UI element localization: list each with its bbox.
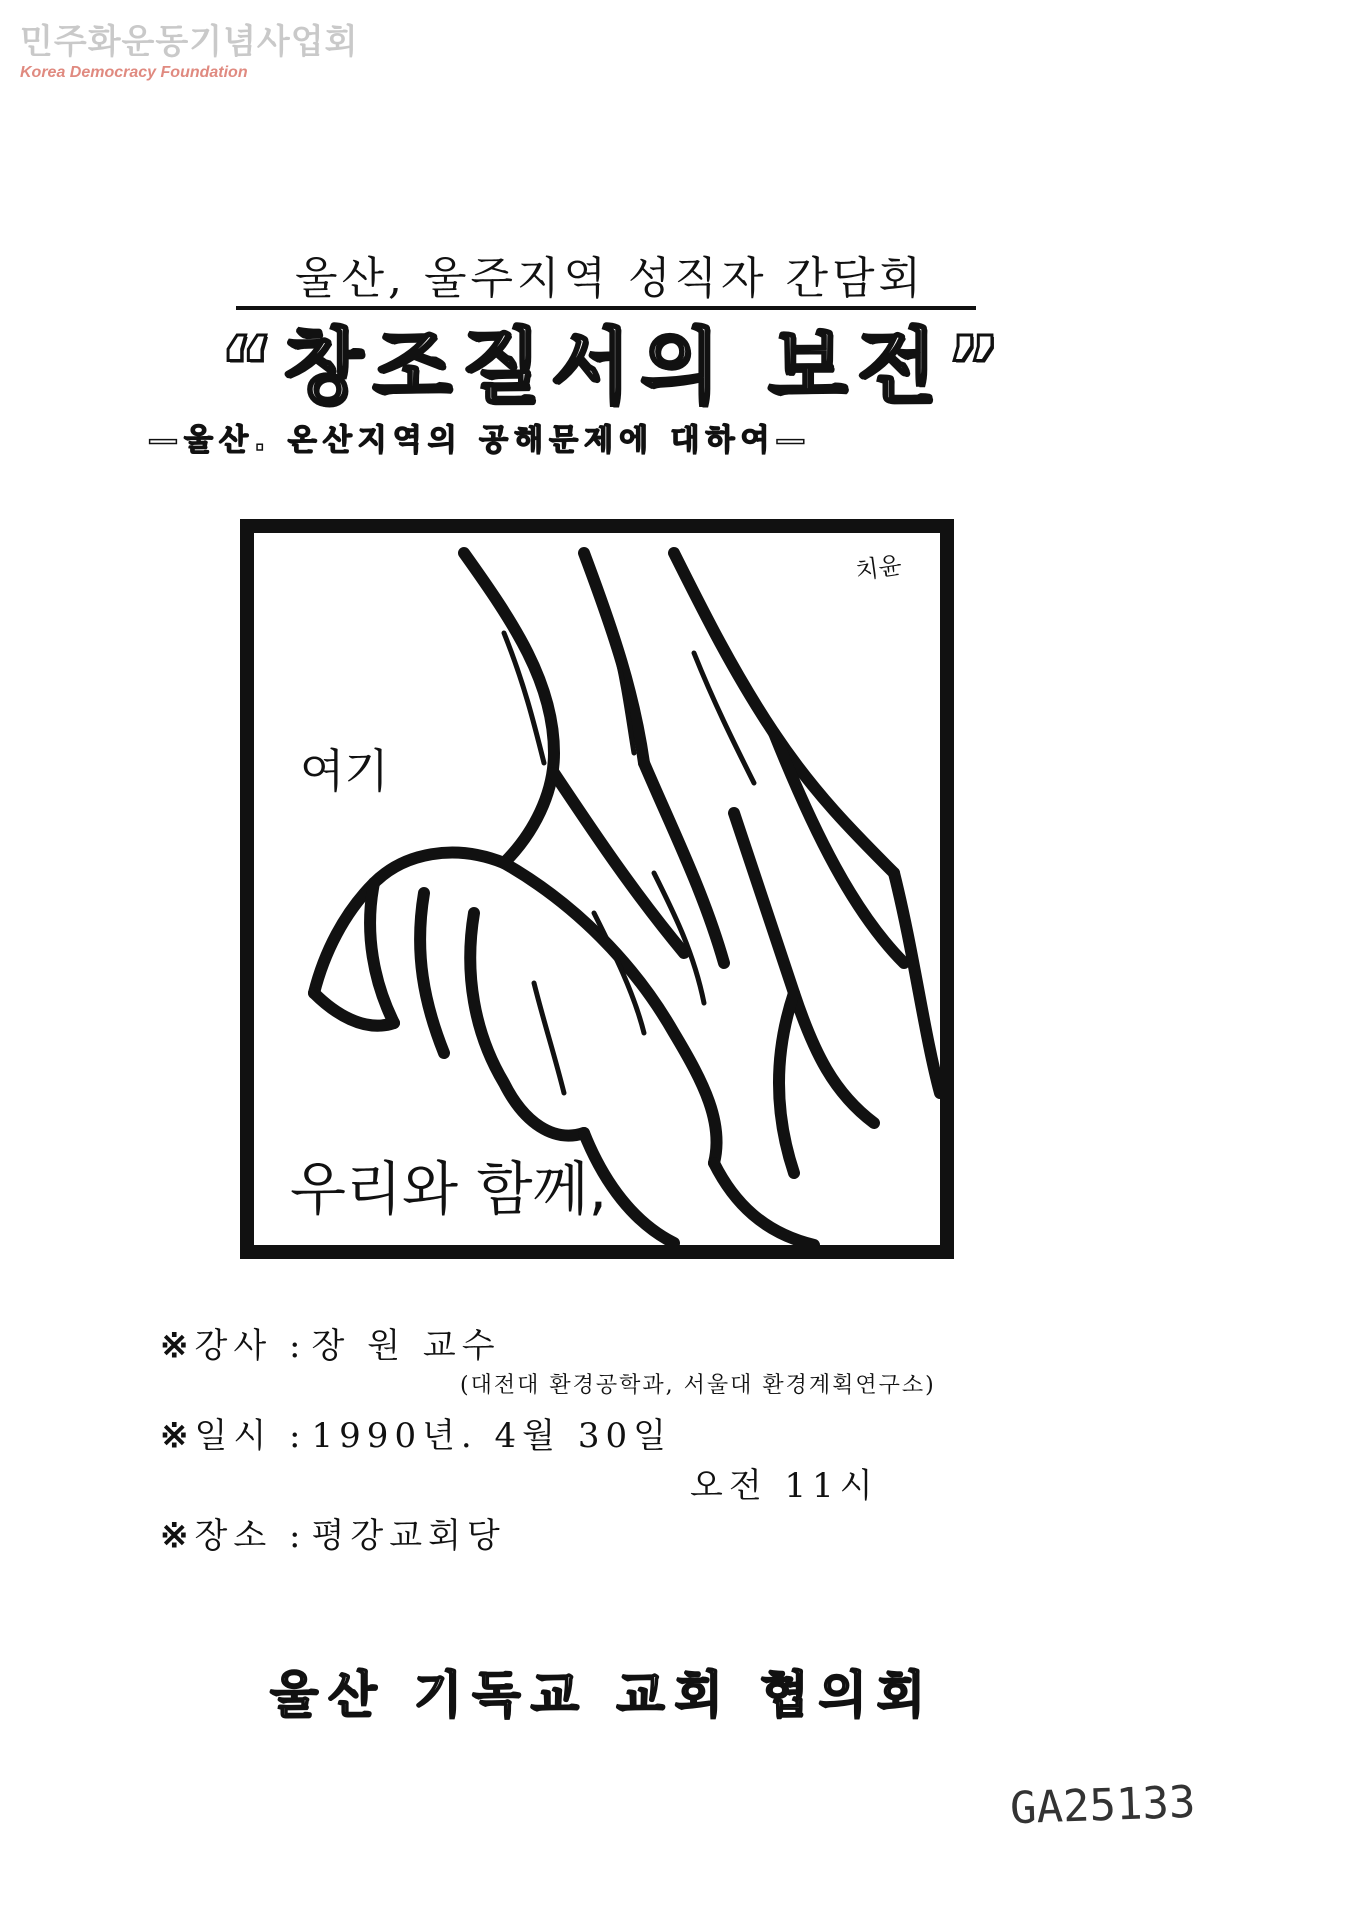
date-row xyxy=(160,1408,672,1457)
event-topic: —울산. 온산지역의 공해문제에 대하여— xyxy=(148,423,812,458)
watermark-english: Korea Democracy Foundation xyxy=(20,64,248,81)
artist-signature: 치윤 xyxy=(853,550,904,586)
event-title: “창조질서의 보전” xyxy=(219,320,1011,415)
asterisk-icon: ※ xyxy=(160,1516,195,1556)
archive-handwritten-note: GA25133 xyxy=(1009,1776,1197,1835)
asterisk-icon: ※ xyxy=(160,1416,195,1456)
clasped-hands-illustration xyxy=(254,533,940,1245)
speaker-value: 장 원 교수 xyxy=(311,1326,501,1366)
asterisk-icon: ※ xyxy=(160,1326,195,1366)
event-subtitle: 울산, 울주지역 성직자 간담회 xyxy=(295,253,925,304)
time-value: 오전 11시 xyxy=(690,1466,879,1506)
date-label: 일시 : xyxy=(194,1416,307,1456)
place-row xyxy=(160,1508,506,1557)
speaker-affiliation: (대전대 환경공학과, 서울대 환경계획연구소) xyxy=(460,1373,936,1398)
date-value: 1990년. 4월 30일 xyxy=(311,1416,672,1456)
artwork-caption-top: 여기 xyxy=(300,744,389,798)
organizer-name: 울산 기독교 교회 협의회 xyxy=(270,1666,936,1724)
subtitle-underline xyxy=(236,306,976,310)
speaker-label: 강사 : xyxy=(194,1326,307,1366)
artwork-caption-bottom: 우리와 함께, xyxy=(290,1155,608,1223)
place-value: 평강교회당 xyxy=(311,1516,506,1556)
time-row xyxy=(690,1458,879,1507)
watermark-logo xyxy=(20,22,358,82)
watermark-korean: 민주화운동기념사업회 xyxy=(20,22,359,62)
place-label: 장소 : xyxy=(194,1516,307,1556)
speaker-row xyxy=(160,1318,501,1367)
